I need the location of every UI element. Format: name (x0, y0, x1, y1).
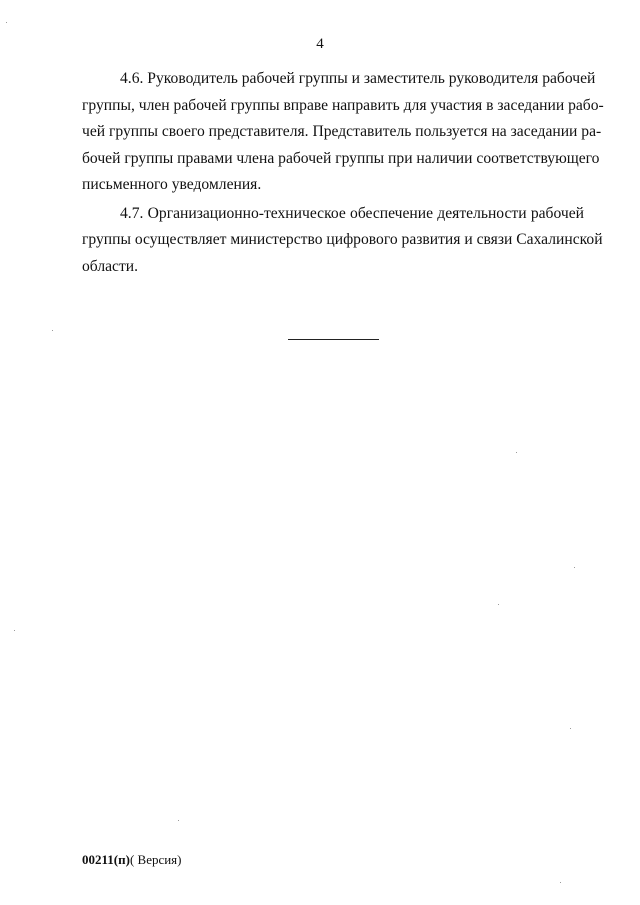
page-number: 4 (316, 36, 324, 52)
scan-speck (6, 22, 7, 23)
end-separator-line (288, 339, 379, 340)
paragraph-4-6 (82, 66, 604, 199)
paragraph-line: группы осуществляет министерство цифрового развития и связи Сахалинской (82, 231, 603, 248)
scan-speck (570, 728, 571, 729)
paragraph-line: письменного уведомления. (82, 176, 262, 193)
scan-speck (516, 452, 517, 453)
footer-code-number: 00211(п) (82, 852, 130, 867)
scan-speck (178, 820, 179, 821)
scan-speck (498, 604, 499, 605)
scan-speck (52, 330, 53, 331)
paragraph-line: чей группы своего представителя. Представитель пользуется на заседании ра- (82, 123, 602, 140)
paragraph-line: группы, член рабочей группы вправе направить для участия в заседании рабо- (82, 96, 604, 114)
paragraph-line: бочей группы правами члена рабочей группы при наличии соответствующего (82, 149, 600, 167)
footer-code-version: ( Версия) (129, 852, 182, 867)
paragraph-line: 4.7. Организационно-техническое обеспечение деятельности рабочей (120, 204, 584, 222)
paragraph-line: области. (82, 257, 139, 275)
paragraph-4-7 (82, 201, 603, 281)
paragraph-line: 4.6. Руководитель рабочей группы и заместитель руководителя рабочей (120, 70, 596, 87)
document-body (82, 66, 604, 282)
scan-speck (560, 882, 561, 883)
footer-document-code (82, 852, 182, 868)
scan-speck (14, 630, 15, 631)
scan-speck (574, 567, 575, 568)
